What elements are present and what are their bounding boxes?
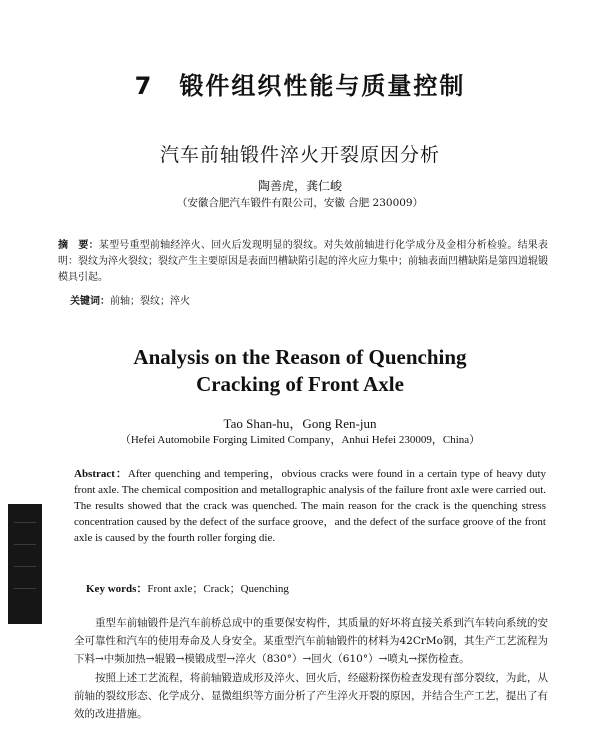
- cn-affiliation: （安徽合肥汽车锻件有限公司，安徽 合肥 230009）: [176, 197, 424, 209]
- en-keywords: [86, 580, 289, 596]
- page-edge-tab: [8, 504, 42, 624]
- en-abstract-text: After quenching and tempering，obvious cracks were found in a certain type of heavy duty front axle. The chemical composition and metallographic analysis of the failure front axle were carried out. The results showed that the crack was quenched. The main reason for the crack is the quenching stress concentration caused by the defect of the surface groove，and the defect of the surface groove of the front axle is caused by the fourth roller forging die.: [74, 468, 546, 544]
- cn-keywords-label: 关键词：: [70, 296, 110, 307]
- chapter-title: 锻件组织性能与质量控制: [179, 72, 466, 100]
- body-text: [74, 614, 548, 724]
- en-title-line-1: Analysis on the Reason of Quenching: [133, 345, 467, 369]
- en-authors: Tao Shan-hu，Gong Ren-jun: [223, 416, 377, 431]
- en-abstract-label: Abstract：: [74, 468, 128, 480]
- cn-abstract-label: 摘 要：: [58, 240, 99, 251]
- en-affiliation: （Hefei Automobile Forging Limited Company，Anhui Hefei 230009，China）: [119, 434, 481, 446]
- cn-paper-title: 汽车前轴锻件淬火开裂原因分析: [159, 144, 440, 166]
- body-paragraph-2: 按照上述工艺流程，将前轴锻造成形及淬火、回火后，经磁粉探伤检查发现有部分裂纹，为此，从前轴的裂纹形态、化学成分、显微组织等方面分析了产生淬火开裂的原因，并结合生产工艺，提出了有效的改进措施。: [74, 672, 548, 720]
- cn-keywords-text: 前轴；裂纹；淬火: [110, 296, 190, 307]
- cn-abstract-text: 某型号重型前轴经淬火、回火后发现明显的裂纹。对失效前轴进行化学成分及金相分析检验。结果表明：裂纹为淬火裂纹；裂纹产生主要原因是表面凹槽缺陷引起的淬火应力集中；前轴表面凹槽缺陷是第四道辊锻模具引起。: [58, 240, 549, 283]
- chapter-heading: [0, 66, 600, 101]
- en-keywords-text: Front axle；Crack；Quenching: [147, 583, 289, 595]
- en-title-line-2: Cracking of Front Axle: [196, 372, 404, 396]
- cn-abstract: [58, 238, 548, 286]
- cn-authors: 陶善虎，龚仁峻: [257, 179, 342, 193]
- en-keywords-label: Key words：: [86, 583, 148, 595]
- en-paper-title: [0, 344, 600, 398]
- cn-keywords: [70, 292, 190, 307]
- chapter-number: 7: [134, 72, 154, 100]
- en-abstract: [74, 466, 546, 546]
- body-paragraph-1: 重型车前轴锻件是汽车前桥总成中的重要保安构件，其质量的好坏将直接关系到汽车转向系统的安全可靠性和汽车的使用寿命及人身安全。某重型汽车前轴锻件的材料为42CrMo钢，其生产工艺流程为下料→中频加热→辊锻→模锻成型→淬火（830°）→回火（610°）→喷丸→探伤检查。: [74, 617, 548, 665]
